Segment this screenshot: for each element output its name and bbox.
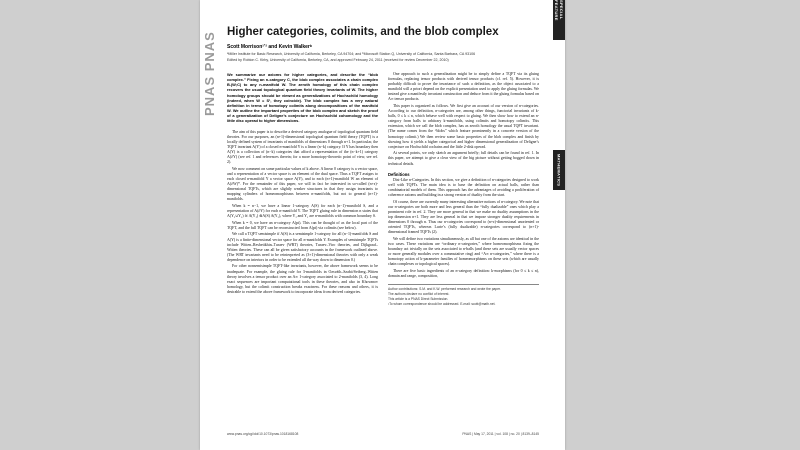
definitions-text	[388, 178, 539, 279]
abstract: We summarize our axioms for higher categories, and describe the “blob complex.” Fixing an n-category C, the blob complex associates a chain complex B.(W;C) to any n-manifold W. The zeroth homology of this chain complex recovers the usual topological quantum field theory invariants of W. The higher homology groups should be viewed as generalizations of Hochschild homology (indeed, when W = S¹, they coincide). The blob complex has a very natural definition in terms of homotopy colimits along decompositions of the manifold W. We outline the important properties of the blob complex and sketch the proof of a generalization of Deligne’s conjecture on Hochschild cohomology and the little disc operad to higher dimensions.	[227, 72, 378, 124]
paper-authors: Scott Morrison¹ʼ² and Kevin Walkerᵇ	[227, 43, 312, 50]
left-margin-strip	[200, 0, 220, 450]
page-footer	[227, 432, 539, 436]
footnote: Author contributions: S.M. and K.W. performed research and wrote the paper.	[388, 286, 501, 291]
doi-link[interactable]: www.pnas.org/cgi/doi/10.1073/pnas.1018168108	[227, 432, 299, 436]
paragraph: We will define two variations simultaneously, as all but one of the axioms are identical in the two cases. These variations are “ordinary n-categories,” where homeomorphisms fixing the boundary act trivially on the sets associated to n-balls (and these sets are usually vector spaces or more generally modules over a commutative ring) and “A∞ n-categories,” where there is a homotopy action of k-parameter families of homeomorphisms on these sets (which are usually chain complexes or topological spaces).	[388, 236, 539, 267]
paragraph: Dist-Like n-Categories. In this section, we give a definition of n-categories designed to work well with TQFTs. The main idea is to base the definition on actual balls, rather than combinatorial models of them. This approach has the advantages of avoiding a proliferation of coherence axioms and building in a strong version of duality from the start.	[388, 177, 539, 197]
paragraph: There are five basic ingredients of an n-category definition: k-morphisms (for 0 ≤ k ≤ n), domain and range, composition,	[388, 268, 539, 278]
footnote: ¹To whom correspondence should be addressed. E-mail: scott@math.net.	[388, 301, 496, 306]
two-column-body	[227, 72, 539, 307]
edited-by: Edited by Robion C. Kirby, University of California, Berkeley, CA, and approved February 24, 2011 (received for review December 22, 2010)	[227, 58, 449, 63]
mathematics-tab: MATHEMATICS	[553, 150, 565, 190]
paragraph: Of course, there are currently many interesting alternative notions of n-category. We note that our n-categories are both more and less general than the “fully dualizable” ones which play a prominent role in ref. 2. They are more general in that we make no duality assumptions in the top dimension n+1. They are less general in that we impose stronger duality requirements in dimensions 0 through n. Thus our n-categories correspond to (n+ε)-dimensional unoriented or oriented TQFTs, whereas Lurie’s (fully dualizable) n-categories correspond to (n+1)-dimensional framed TQFTs (2).	[388, 199, 539, 234]
paper-title: Higher categories, colimits, and the blob complex	[227, 26, 499, 38]
footnotes	[388, 284, 539, 307]
pnas-watermark: PNAS PNAS	[202, 31, 217, 117]
footnote: The authors declare no conflict of interest.	[388, 291, 450, 296]
section-heading: Definitions	[388, 171, 410, 177]
left-body-text	[227, 130, 378, 295]
author-affiliations: ᵃMiller Institute for Basic Research, University of California, Berkeley, CA 94704; and ᵇMicrosoft Station Q, University of California, Santa Barbara, CA 93106	[227, 51, 476, 56]
paragraph: When k = n−1, we have a linear 1-category A(S) for each (n−1)-manifold S, and a representation of A(∂Y) for each n-manifold Y. The TQFT gluing rule in dimension n states that A(Y₁∪Y₂) ≅ A(Y₁) ⊗A(S) A(Y₂), where Y₁ and Y₂ are n-manifolds with common boundary S.	[227, 203, 378, 218]
left-column	[227, 72, 378, 307]
special-feature-tab: SPECIAL FEATURE	[553, 0, 565, 40]
paper-header	[227, 26, 527, 62]
paragraph: One approach to such a generalization might be to simply define a TQFT via its gluing formulas, replacing tensor products with derived tensor products (cf. ref. 5). However, it is probably difficult to prove the invariance of such a definition, as the object associated to a manifold will a priori depend on the explicit presentation used to apply the gluing formulas. We instead give a manifestly invariant construction and deduce from it the gluing formulas based on A∞ tensor products.	[388, 72, 539, 102]
right-column	[388, 72, 539, 307]
paragraph: At several points, we only sketch an argument briefly; full details can be found in ref. 1. In this paper, we attempt to give a clear view of the big picture without getting bogged down in technical details.	[388, 151, 539, 166]
paragraph: We now comment on some particular values of k above. A linear 0 category is a vector space, and a representation of a vector space is an element of the dual space. Thus a TQFT assigns to each closed n-manifold Y a vector space A(Y), and to each (n+1)-manifold W an element of A(∂W)*. For the remainder of this paper, we will in fact be interested in so-called (n+ε)-dimensional TQFTs, which are slightly weaker structures in that they assign invariants to mapping cylinders of homeomorphisms between n-manifolds, but not to general (n+1)-manifolds.	[227, 166, 378, 202]
paragraph: For other nonsemisimple TQFT-like invariants, however, the above framework seems to be inadequate. For example, the gluing rule for 3-manifolds in Ozsváth–Szabó/Seiberg–Witten theory involves a tensor product over an A∞ 1-category associated to 2-manifolds (3, 4). Long exact sequences are important computational tools in these theories, and also in Khovanov homology, but the colimit construction breaks exactness. For these reasons and others, it is desirable to extend the above framework to incorporate ideas from derived categories.	[227, 264, 378, 294]
paragraph: When k = 0, we have an n-category A(pt). This can be thought of as the local part of the TQFT, and the full TQFT can be reconstructed from A(pt) via colimits (see below).	[227, 220, 378, 230]
right-body-text	[388, 72, 539, 167]
journal-citation: PNAS | May 17, 2011 | vol. 108 | no. 20 | 8139–8145	[462, 432, 539, 436]
paper-page	[200, 0, 565, 450]
paragraph: The aim of this paper is to describe a derived category analogue of topological quantum field theories. For our purposes, an (n+1)-dimensional topological quantum field theory (TQFT) is a locally defined system of invariants of manifolds of dimensions 0 through n+1. In particular, the TQFT invariant A(Y) of a closed n-manifold Y is a linear (n−k) category. If Y has boundary then A(Y) is a collection of (n−k) categories that afford a representation of the (n−k+1) category A(∂Y) (see ref. 1 and references therein; for a more homotopy-theoretic point of view, see ref. 2).	[227, 129, 378, 165]
paragraph: We call a TQFT semisimple if A(S) is a semisimple 1-category for all (n−1)-manifolds S and A(Y) is a finite-dimensional vector space for all n-manifolds Y. Examples of semisimple TQFTs include Witten–Reshetikhin–Turaev (WRT) theories, Turaev–Viro theories, and Dijkgraaf–Witten theories. These can all be given satisfactory accounts in the framework outlined above. (The WRT invariants need to be reinterpreted as (3+1)-dimensional theories with only a weak dependence on interiors in order to be extended all the way down to dimension 0.)	[227, 232, 378, 262]
footnote: This article is a PNAS Direct Submission.	[388, 296, 449, 301]
paragraph: This paper is organized as follows. We first give an account of our version of n-categories. According to our definition, n-categories are, among other things, functorial invariants of k-balls, 0 ≤ k ≤ n, which behave well with respect to gluing. We then show how to extend an n-category from balls to arbitrary k-manifolds, using colimits and homotopy colimits. This extension, which we call the blob complex, has as zeroth homology the usual TQFT invariant. (The name comes from the “blobs” which feature prominently in a concrete version of the homotopy colimit.) We then review some basic properties of the blob complex and finish by showing how it yields a higher categorical and higher dimensional generalization of Deligne’s conjecture on Hochschild cochains and the little 2-disk operad.	[388, 104, 539, 149]
